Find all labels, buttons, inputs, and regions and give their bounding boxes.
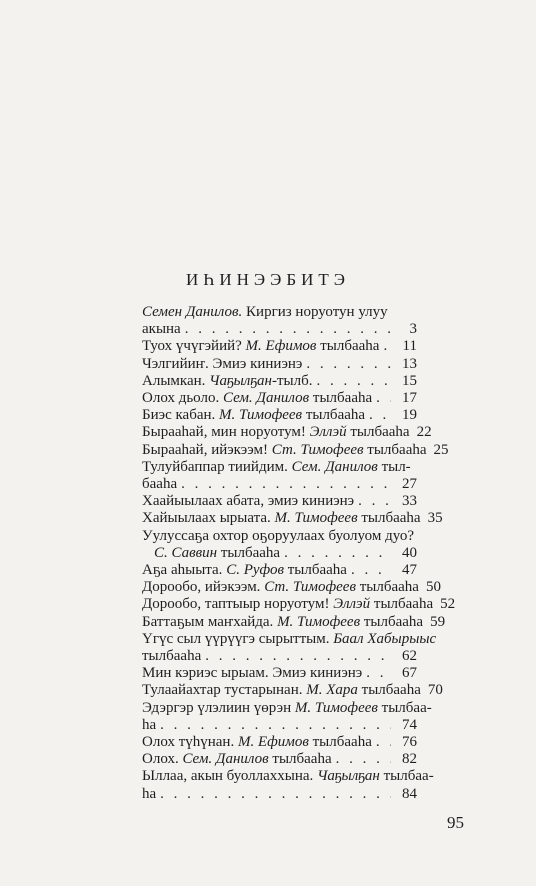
toc-entry-line bbox=[142, 717, 417, 734]
toc-page-number: 13 bbox=[402, 355, 417, 372]
leader-dots bbox=[336, 751, 391, 768]
toc-entry-text: акына bbox=[142, 321, 181, 338]
toc-entry bbox=[142, 510, 443, 527]
toc-entry bbox=[142, 734, 417, 751]
leader-dots bbox=[383, 338, 391, 355]
toc-entry bbox=[142, 751, 417, 768]
toc-entry-line bbox=[142, 613, 446, 631]
toc-entry-text: Дорообо, ийэкээм. Ст. Тимофеев тылбааһа bbox=[142, 579, 419, 596]
toc-entry bbox=[142, 356, 417, 373]
leader-dots bbox=[306, 356, 391, 373]
toc-entry-text: Үгүс сыл үүрүүгэ сырыттым. Баал Хабырыыс bbox=[142, 630, 437, 647]
leader-dots bbox=[369, 407, 391, 424]
toc-entry bbox=[142, 768, 434, 802]
toc-entry-line bbox=[142, 441, 449, 459]
toc-entry bbox=[142, 579, 441, 596]
leader-dots bbox=[376, 734, 391, 751]
toc-page-number: 27 bbox=[402, 476, 417, 493]
toc-page-number: 3 bbox=[409, 321, 417, 338]
toc-entry bbox=[142, 338, 417, 355]
toc-entry-text: Биэс кабан. М. Тимофеев тылбааһа bbox=[142, 407, 366, 424]
page-title: ИҺИНЭЭБИТЭ bbox=[186, 270, 350, 289]
toc-entry-line bbox=[142, 407, 417, 424]
toc-entry-line bbox=[142, 424, 432, 441]
leader-dots bbox=[185, 321, 391, 338]
toc-entry-line bbox=[142, 459, 417, 476]
toc-entry-text: Баттаҕым маҥхайда. М. Тимофеев тылбааһа bbox=[142, 613, 424, 630]
toc-page-number: 52 bbox=[440, 596, 456, 613]
toc-entry-line bbox=[142, 356, 417, 373]
toc-page-number: 74 bbox=[402, 716, 417, 733]
toc-entry-text: Бырааһай, ийэкээм! Ст. Тимофеев тылбааһа bbox=[142, 441, 427, 458]
toc-page-number: 76 bbox=[402, 734, 417, 751]
leader-dots bbox=[160, 717, 391, 734]
toc-entry-text: Бырааһай, мин норуотум! Эллэй тылбааһа bbox=[142, 424, 410, 441]
toc-entry-line bbox=[142, 373, 417, 390]
toc-entry bbox=[142, 424, 432, 441]
leader-dots bbox=[366, 665, 391, 682]
leader-dots bbox=[205, 648, 391, 665]
toc-entry-line bbox=[142, 630, 437, 648]
toc-entry-line bbox=[142, 786, 417, 803]
toc-entry bbox=[142, 304, 417, 338]
toc-entry bbox=[142, 493, 417, 510]
toc-entry-line bbox=[142, 304, 417, 321]
toc-page-number: 40 bbox=[402, 544, 417, 561]
toc-entry-text: Хаайыылаах абата, эмиэ киниэнэ bbox=[142, 493, 355, 510]
toc-entry-text: Алымкан. Чаҕылҕан-тылб. bbox=[142, 372, 313, 389]
toc-entry-line bbox=[142, 528, 417, 545]
leader-dots bbox=[351, 562, 391, 579]
toc-entry bbox=[142, 562, 417, 579]
toc-entry-text: Тулуйбаппар тиийдим. Сем. Данилов тыл- bbox=[142, 458, 411, 475]
toc-page-number: 67 bbox=[402, 665, 417, 682]
toc-entry-line bbox=[142, 682, 443, 699]
toc-entry bbox=[142, 441, 449, 459]
toc-entry-line bbox=[142, 768, 434, 785]
toc-entry-text: Олох. Сем. Данилов тылбааһа bbox=[142, 751, 332, 768]
toc-page-number: 22 bbox=[416, 424, 432, 441]
toc-entry-text: С. Саввин тылбааһа bbox=[154, 544, 281, 561]
toc-page-number: 11 bbox=[402, 338, 417, 355]
toc-entry-text: Аҕа аһыыта. С. Руфов тылбааһа bbox=[142, 562, 347, 579]
leader-dots bbox=[284, 545, 391, 562]
toc-entry-text: Мин кэриэс ырыам. Эмиэ киниэнэ bbox=[142, 665, 363, 682]
toc-entry-line bbox=[142, 321, 417, 338]
toc-page-number: 19 bbox=[402, 407, 417, 424]
toc-entry bbox=[142, 407, 417, 424]
toc-entry bbox=[142, 699, 432, 734]
toc-entry bbox=[142, 630, 437, 665]
toc-entry-line bbox=[142, 751, 417, 768]
toc-page-number: 84 bbox=[402, 785, 417, 802]
toc-page-number: 35 bbox=[427, 510, 443, 527]
table-of-contents bbox=[142, 304, 456, 803]
toc-entry bbox=[142, 613, 446, 631]
toc-entry-text: Дорообо, таптыыр норуотум! Эллэй тылбааһа bbox=[142, 596, 434, 613]
toc-entry-text: Семен Данилов. Киргиз норуотун улуу bbox=[142, 304, 388, 320]
toc-entry-line bbox=[142, 476, 417, 493]
toc-entry-line bbox=[142, 648, 417, 665]
toc-entry-text: Туох үчүгэйий? М. Ефимов тылбааһа bbox=[142, 338, 380, 355]
toc-entry-line bbox=[142, 699, 432, 717]
toc-entry-text: Тулаайахтар тустарынан. М. Хара тылбааһа bbox=[142, 682, 421, 699]
toc-page-number: 59 bbox=[430, 613, 446, 630]
toc-entry-line bbox=[142, 390, 417, 407]
toc-entry-line bbox=[142, 665, 417, 682]
toc-entry bbox=[142, 596, 456, 613]
toc-page-number: 62 bbox=[402, 648, 417, 665]
toc-entry-line bbox=[142, 596, 456, 613]
toc-entry-line bbox=[142, 510, 443, 527]
toc-entry-line bbox=[142, 562, 417, 579]
toc-entry-text: һа bbox=[142, 716, 157, 733]
toc-entry bbox=[142, 459, 417, 493]
toc-entry-text: тылбааһа bbox=[142, 648, 202, 665]
toc-entry-text: Ыллаа, акын буоллаххына. Чаҕылҕан тылбаа- bbox=[142, 768, 434, 785]
toc-page-number: 47 bbox=[402, 562, 417, 579]
toc-entry-line bbox=[142, 545, 417, 562]
toc-page-number: 17 bbox=[402, 390, 417, 407]
toc-entry-text: Уулуссаҕа охтор оҕоруулаах буолуом дуо? bbox=[142, 527, 414, 544]
toc-entry bbox=[142, 682, 443, 699]
toc-entry-text: Олох дьоло. Сем. Данилов тылбааһа bbox=[142, 390, 373, 407]
toc-page-number: 25 bbox=[433, 441, 449, 458]
toc-entry-text: Чэлгийиҥ. Эмиэ киниэнэ bbox=[142, 355, 303, 372]
toc-entry bbox=[142, 390, 417, 407]
toc-entry-line bbox=[142, 579, 441, 596]
toc-page-number: 15 bbox=[402, 372, 417, 389]
leader-dots bbox=[316, 373, 391, 390]
page-number: 95 bbox=[447, 813, 464, 832]
toc-page-number: 33 bbox=[402, 493, 417, 510]
toc-entry-text: һа bbox=[142, 785, 157, 802]
leader-dots bbox=[376, 390, 391, 407]
toc-entry-text: бааһа bbox=[142, 476, 178, 493]
toc-entry-text: Эдэргэр үлэлиин үөрэн М. Тимофеев тылбаа- bbox=[142, 699, 432, 716]
toc-entry bbox=[142, 528, 417, 562]
toc-entry bbox=[142, 373, 417, 390]
toc-entry-line bbox=[142, 493, 417, 510]
leader-dots bbox=[160, 786, 391, 803]
toc-entry-line bbox=[142, 338, 417, 355]
toc-entry-text: Хайыылаах ырыата. М. Тимофеев тылбааһа bbox=[142, 510, 421, 527]
leader-dots bbox=[358, 493, 391, 510]
toc-page-number: 70 bbox=[427, 682, 443, 699]
toc-page-number: 82 bbox=[402, 751, 417, 768]
toc-entry bbox=[142, 665, 417, 682]
toc-entry-line bbox=[142, 734, 417, 751]
leader-dots bbox=[181, 476, 391, 493]
toc-entry-text: Олох түһүнан. М. Ефимов тылбааһа bbox=[142, 734, 372, 751]
toc-page-number: 50 bbox=[425, 579, 441, 596]
